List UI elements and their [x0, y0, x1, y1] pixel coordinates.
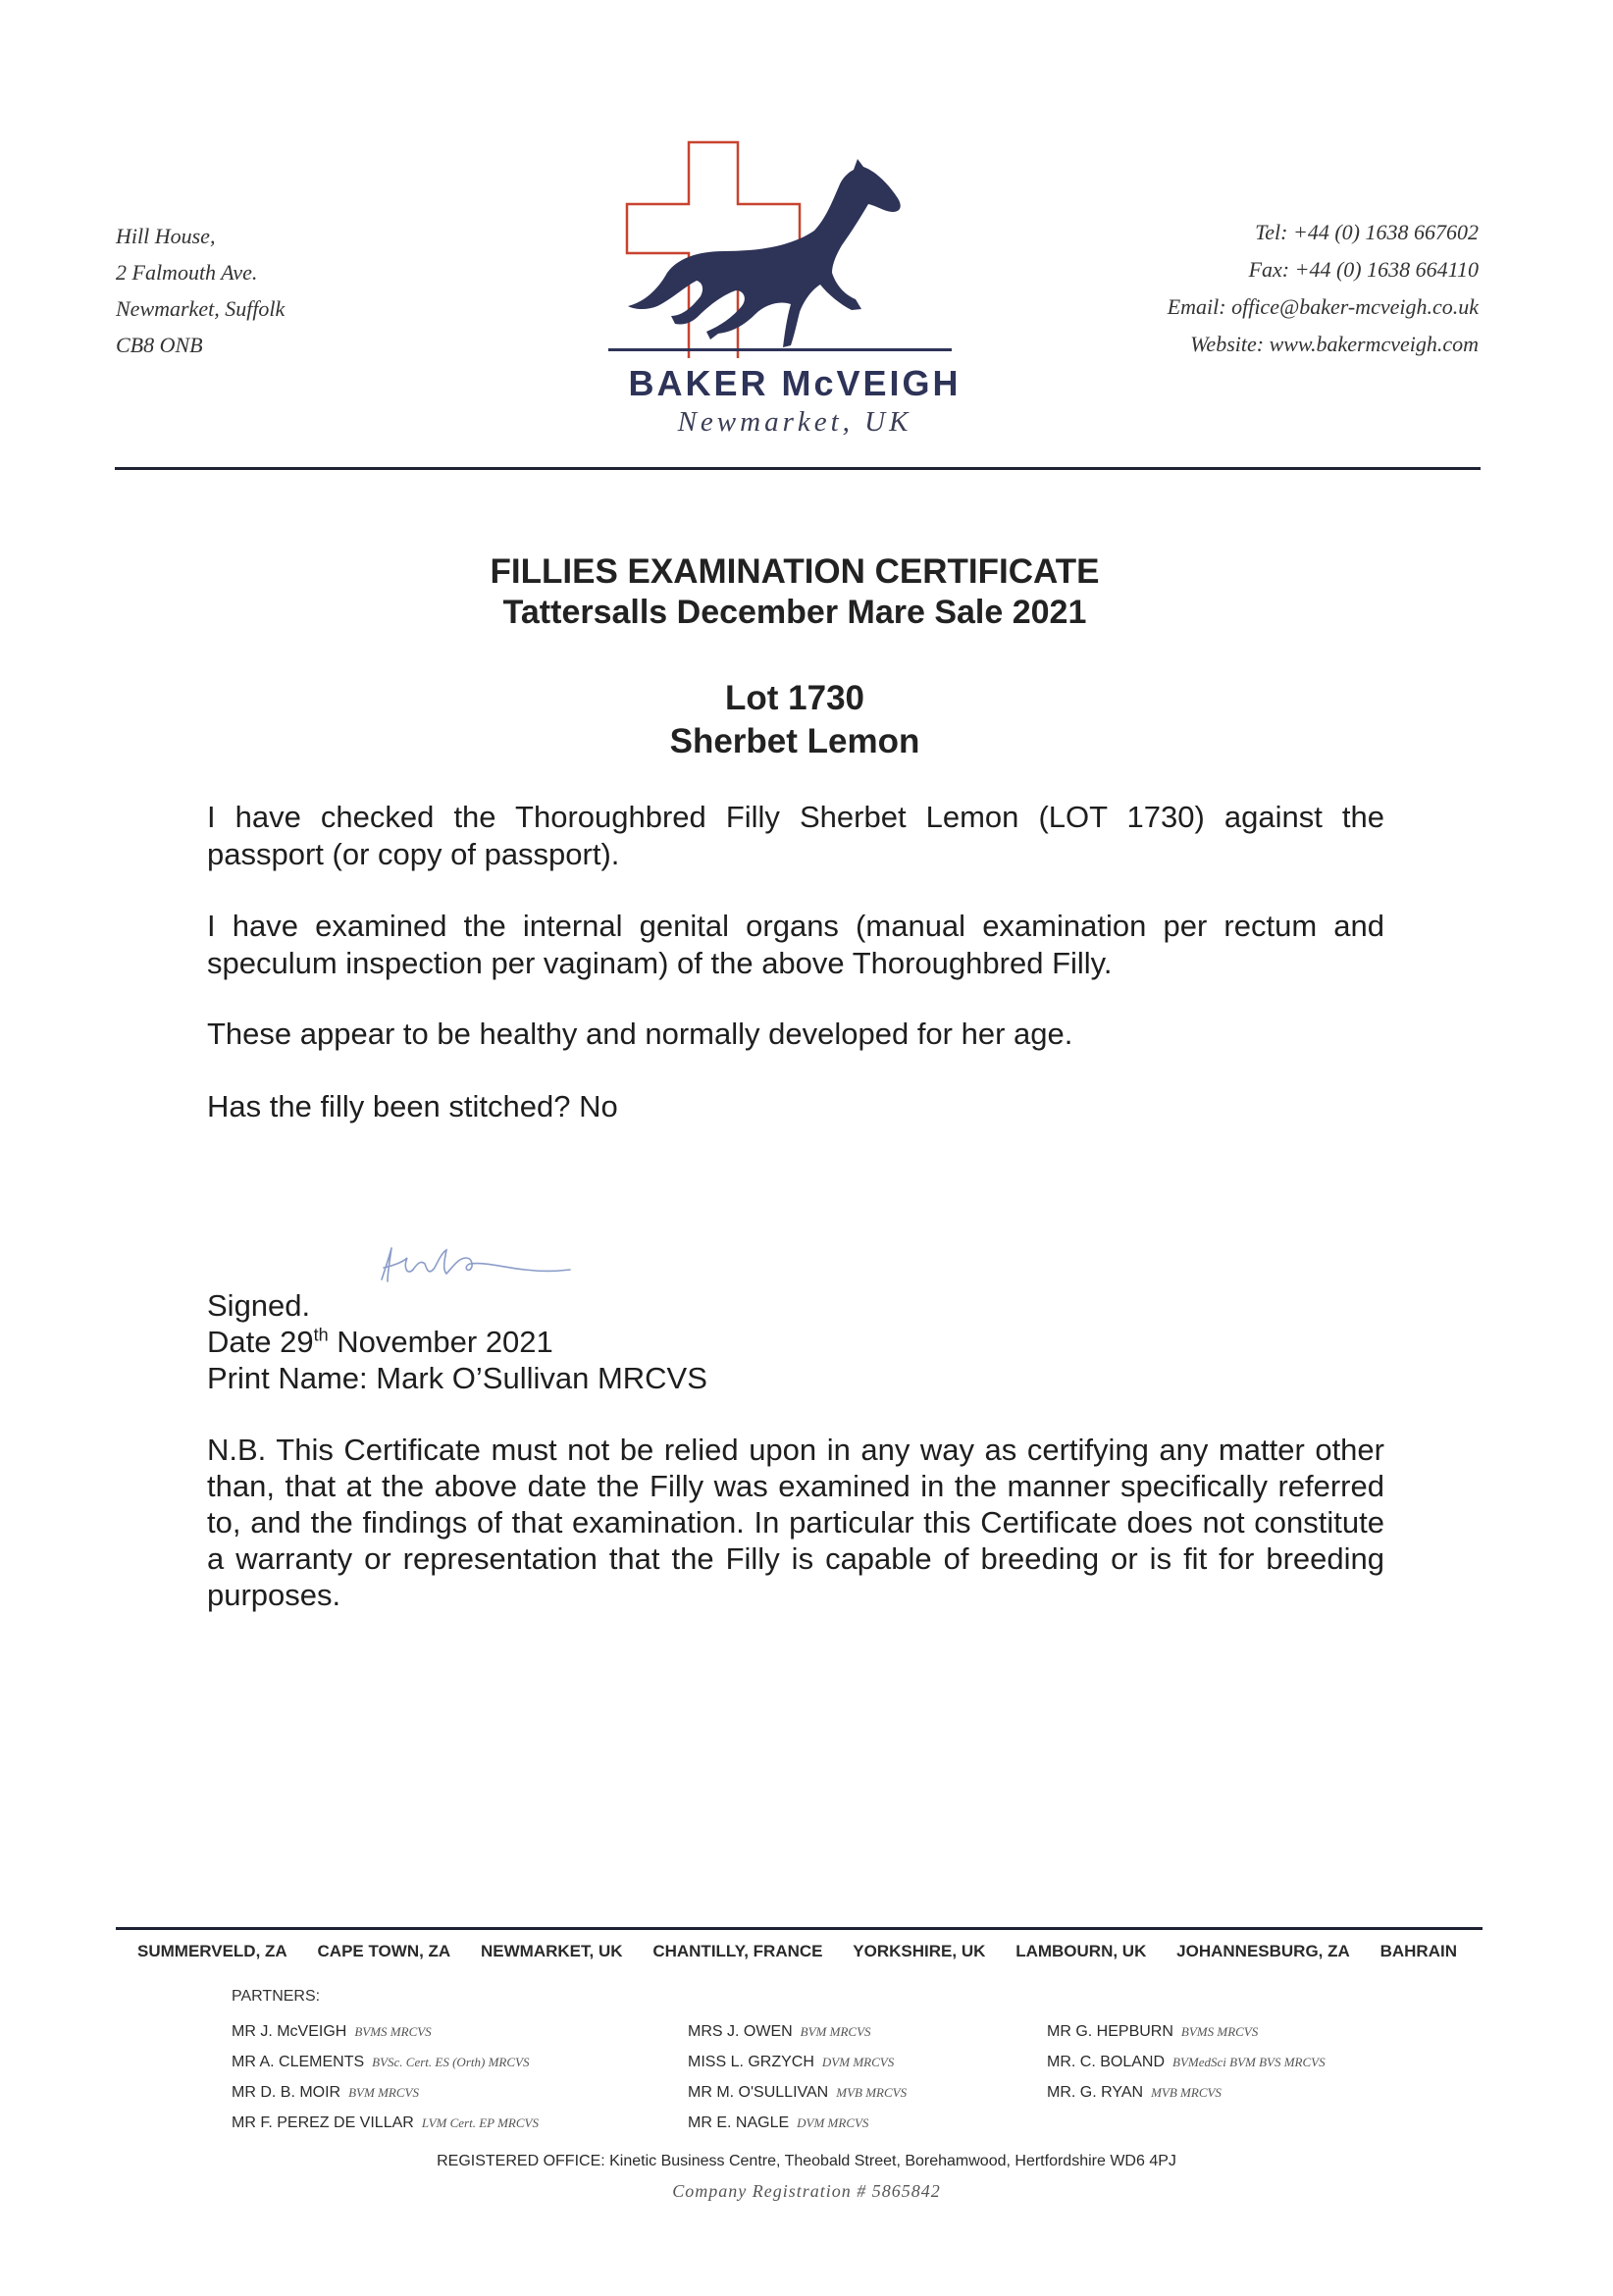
sender-address — [116, 218, 285, 363]
baker-mcveigh-logo — [608, 137, 952, 358]
partners-label: PARTNERS: — [232, 1988, 321, 2005]
address-line: CB8 ONB — [116, 333, 203, 357]
partner-entry — [1047, 2016, 1326, 2047]
location: CHANTILLY, FRANCE — [652, 1942, 823, 1960]
partners-column — [688, 2016, 907, 2138]
location: SUMMERVELD, ZA — [137, 1942, 287, 1960]
examination-date — [207, 1324, 553, 1360]
partner-qualifications: MVB MRCVS — [836, 2085, 908, 2100]
website: Website: www.bakermcveigh.com — [1190, 332, 1479, 356]
location: BAHRAIN — [1379, 1942, 1457, 1960]
partner-name: MR J. McVEIGH — [232, 2023, 347, 2040]
partner-entry — [1047, 2077, 1326, 2108]
passport-check-paragraph: I have checked the Thoroughbred Filly Sherbet Lemon (LOT 1730) against the passport (or copy of passport). — [207, 800, 1384, 871]
examination-paragraph: I have examined the internal genital organs (manual examination per rectum and speculum inspection per vaginam) of the above Thoroughbred Filly. — [207, 909, 1384, 980]
address-line: 2 Falmouth Ave. — [116, 260, 258, 285]
location: YORKSHIRE, UK — [853, 1942, 986, 1960]
address-line: Hill House, — [116, 224, 216, 248]
date-prefix: Date 29 — [207, 1325, 314, 1359]
partner-qualifications: BVMS MRCVS — [1180, 2024, 1259, 2039]
partner-entry — [688, 2016, 907, 2047]
footer-divider — [116, 1927, 1483, 1930]
findings-paragraph: These appear to be healthy and normally developed for her age. — [207, 1017, 1073, 1051]
partners-column — [1047, 2016, 1326, 2108]
brand-name: BAKER McVEIGH — [628, 363, 962, 403]
signature-icon — [378, 1238, 574, 1297]
partner-entry — [688, 2077, 907, 2108]
location: NEWMARKET, UK — [481, 1942, 623, 1960]
company-registration: Company Registration # 5865842 — [672, 2181, 941, 2201]
partner-entry — [688, 2047, 907, 2077]
email: Email: office@baker-mcveigh.co.uk — [1167, 294, 1479, 319]
partner-name: MISS L. GRZYCH — [688, 2054, 814, 2070]
partner-qualifications: BVM MRCVS — [348, 2085, 419, 2100]
partner-name: MR F. PEREZ DE VILLAR — [232, 2114, 414, 2131]
partner-qualifications: LVM Cert. EP MRCVS — [421, 2115, 539, 2130]
office-locations — [137, 1942, 1457, 1961]
partner-entry — [688, 2108, 907, 2138]
partners-column — [232, 2016, 539, 2138]
location: JOHANNESBURG, ZA — [1176, 1942, 1350, 1960]
partner-name: MR M. O'SULLIVAN — [688, 2084, 829, 2101]
header-divider — [115, 467, 1481, 470]
lot-number: Lot 1730 — [725, 679, 864, 717]
partner-entry — [232, 2047, 539, 2077]
address-line: Newmarket, Suffolk — [116, 296, 286, 321]
disclaimer-paragraph: N.B. This Certificate must not be relied upon in any way as certifying any matter other than, that at the above date the Filly was examined in the manner specifically referred to, and the findings of that examination. In particular this Certificate does not constitute a warranty or representation that the Filly is capable of breeding or is fit for breeding purposes. — [207, 1433, 1384, 1612]
partner-qualifications: DVM MRCVS — [797, 2115, 869, 2130]
stitched-question: Has the filly been stitched? No — [207, 1089, 618, 1123]
partner-qualifications: BVMedSci BVM BVS MRCVS — [1172, 2055, 1326, 2069]
partner-name: MR. C. BOLAND — [1047, 2054, 1166, 2070]
contact-details — [1168, 214, 1479, 363]
print-name: Print Name: Mark O’Sullivan MRCVS — [207, 1361, 707, 1395]
partner-qualifications: BVSc. Cert. ES (Orth) MRCVS — [372, 2055, 530, 2069]
partner-name: MR D. B. MOIR — [232, 2084, 341, 2101]
telephone: Tel: +44 (0) 1638 667602 — [1255, 220, 1479, 244]
registered-office: REGISTERED OFFICE: Kinetic Business Centre, Theobald Street, Borehamwood, Hertfordshire WD6 4PJ — [437, 2153, 1176, 2169]
partner-entry — [1047, 2047, 1326, 2077]
fax: Fax: +44 (0) 1638 664110 — [1248, 257, 1479, 282]
signed-label: Signed. — [207, 1288, 311, 1323]
partner-name: MR E. NAGLE — [688, 2114, 790, 2131]
horse-name: Sherbet Lemon — [669, 722, 920, 760]
date-rest: November 2021 — [328, 1325, 553, 1359]
partner-qualifications: DVM MRCVS — [821, 2055, 895, 2069]
sale-name: Tattersalls December Mare Sale 2021 — [502, 594, 1087, 631]
location: LAMBOURN, UK — [1015, 1942, 1147, 1960]
partner-qualifications: BVMS MRCVS — [354, 2024, 432, 2039]
partner-entry — [232, 2016, 539, 2047]
brand-location: Newmarket, UK — [677, 406, 912, 438]
partner-name: MR. G. RYAN — [1047, 2084, 1144, 2101]
partner-entry — [232, 2077, 539, 2108]
logo-underline — [608, 348, 952, 351]
certificate-title: FILLIES EXAMINATION CERTIFICATE — [490, 552, 1100, 591]
partner-qualifications: MVB MRCVS — [1151, 2085, 1222, 2100]
partner-entry — [232, 2108, 539, 2138]
partner-name: MR A. CLEMENTS — [232, 2054, 365, 2070]
date-ordinal: th — [313, 1325, 329, 1345]
location: CAPE TOWN, ZA — [317, 1942, 451, 1960]
partner-qualifications: BVM MRCVS — [800, 2024, 871, 2039]
partner-name: MR G. HEPBURN — [1047, 2023, 1173, 2040]
partner-name: MRS J. OWEN — [688, 2023, 793, 2040]
